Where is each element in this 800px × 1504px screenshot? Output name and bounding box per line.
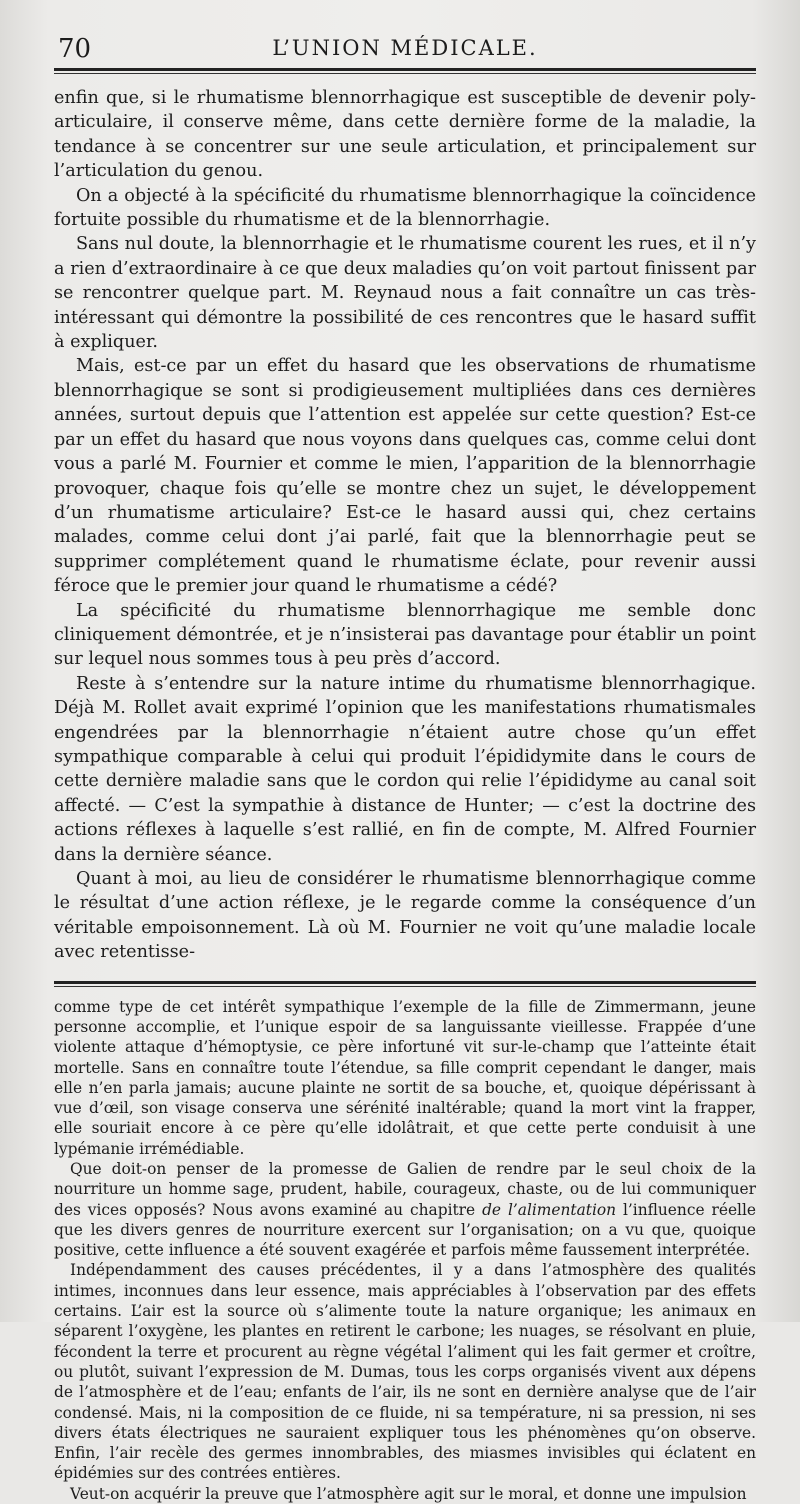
footnote-paragraph: comme type de cet intérêt sympathique l’exemple de la fille de Zimmermann, jeune personne accomplie, et l’unique espoir de sa languissante vieillesse. Frappée d’une violente attaque d’hémoptysie, ce père infortuné vit sur-le-champ que l’atteinte était mortelle. Sans en connaître toute l’étendue, sa fille comprit cependant le danger, mais elle n’en parla jamais; aucune plainte ne sortit de sa bouche, et, quoique dépérissant à vue d’œil, son visage conserva une sérénité inaltérable; quand la mort vint la frapper, elle souriait encore à ce père qu’elle idolâtrait, et que cette perte conduisit à une lypémanie irrémédiable. bbox=[54, 997, 756, 1158]
footnote-paragraph: Indépendamment des causes précédentes, il y a dans l’atmosphère des qualités intimes, inconnues dans leur essence, mais appréciables à l’observation par des effets certains. L’air est la source où s’alimente toute la nature organique; les animaux en séparent l’oxygène, les plantes en retirent le carbone; les nuages, se résolvant en pluie, fécondent la terre et procurent au règne végétal l’aliment qui les fait germer et croître, ou plutôt, suivant l’expression de M. Dumas, tous les corps organisés vivent aux dépens de l’atmosphère et de l’eau; enfants de l’air, ils ne sont en dernière analyse que de l’air condensé. Mais, ni la composition de ce fluide, ni sa température, ni sa pression, ni ses divers états électriques ne sauraient expliquer tous les phénomènes qu’on observe. Enfin, l’air recèle des germes innombrables, des miasmes invisibles qui éclatent en épidémies sur des contrées entières. bbox=[54, 1261, 756, 1483]
main-paragraph: La spécificité du rhumatisme blennorrhagique me semble donc cliniquement démontrée, et je n’insisterai pas davantage pour établir un point sur lequel nous sommes tous à peu près d’accord. bbox=[54, 600, 756, 670]
header-rule-thin bbox=[54, 73, 756, 74]
footnote-paragraph bbox=[54, 1159, 756, 1260]
main-paragraph: Sans nul doute, la blennorrhagie et le rhumatisme courent les rues, et il n’y a rien d’extraordinaire à ce que deux maladies qu’on voit partout finissent par se rencontrer quelque part. M. Reynaud nous a fait connaître un cas très-intéressant qui démontre la possibilité de ces rencontres que le hasard suffit à expliquer. bbox=[54, 234, 756, 353]
page-number: 70 bbox=[58, 34, 92, 64]
main-text bbox=[54, 86, 756, 965]
main-paragraph: enfin que, si le rhumatisme blennorrhagique est susceptible de devenir poly-articulaire, il conserve même, dans cette dernière forme de la maladie, la tendance à se concentrer sur une seule articulation, et principalement sur l’articulation du genou. bbox=[54, 88, 756, 182]
page-header bbox=[54, 30, 756, 64]
footnote-text bbox=[54, 997, 756, 1504]
main-paragraph: Quant à moi, au lieu de considérer le rhumatisme blennorrhagique comme le résultat d’une action réflexe, je le regarde comme la conséquence d’un véritable empoisonnement. Là où M. Fournier ne voit qu’une maladie locale avec retentisse- bbox=[54, 869, 756, 963]
footnote-separator-thin bbox=[54, 986, 756, 987]
main-paragraph: On a objecté à la spécificité du rhumatisme blennorrhagique la coïncidence fortuite possible du rhumatisme et de la blennorrhagie. bbox=[54, 185, 756, 231]
footnote-separator bbox=[54, 981, 756, 984]
footnote-text-run: Que doit-on penser de la promesse de Galien de rendre par le seul choix de la nourriture un homme sage, prudent, habile, courageux, chaste, ou de lui communiquer des vices opposés? Nous avons examiné au chapitre bbox=[54, 1160, 756, 1219]
footnote-italic-run: de l’alimentation bbox=[482, 1200, 617, 1219]
running-title: L’UNION MÉDICALE. bbox=[272, 36, 538, 60]
main-paragraph: Reste à s’entendre sur la nature intime du rhumatisme blennorrhagique. Déjà M. Rollet avait exprimé l’opinion que les manifestations rhumatismales engendrées par la blennorrhagie n’étaient autre chose qu’un effet sympathique comparable à celui qui produit l’épididymite dans le cours de cette dernière maladie sans que le cordon qui relie l’épididyme au canal soit affecté. — C’est la sympathie à distance de Hunter; — c’est la doctrine des actions réflexes à laquelle s’est rallié, en fin de compte, M. Alfred Fournier dans la dernière séance. bbox=[54, 673, 756, 865]
footnote-text-run: l’influence réelle que les divers genres de nourriture exercent sur l’organisation; on a vu que, quoique positive, cette influence a été souvent exagérée et parfois même faussement interprétée. bbox=[54, 1200, 757, 1260]
main-paragraph: Mais, est-ce par un effet du hasard que les observations de rhumatisme blennorrhagique se sont si prodigieusement multipliées dans ces dernières années, surtout depuis que l’attention est appelée sur cette question? Est-ce par un effet du hasard que nous voyons dans quelques cas, comme celui dont vous a parlé M. Fournier et comme le mien, l’apparition de la blennorrhagie provoquer, chaque fois qu’elle se montre chez un sujet, le développement d’un rhumatisme articulaire? Est-ce le hasard aussi qui, chez certains malades, comme celui dont j’ai parlé, fait que la blennorrhagie peut se supprimer complétement quand le rhumatisme éclate, pour revenir aussi féroce que le premier jour quand le rhumatisme a cédé? bbox=[54, 356, 756, 597]
header-rule bbox=[54, 68, 756, 71]
footnote-paragraph: Veut-on acquérir la preuve que l’atmosphère agit sur le moral, et donne une impulsion bbox=[70, 1484, 747, 1503]
